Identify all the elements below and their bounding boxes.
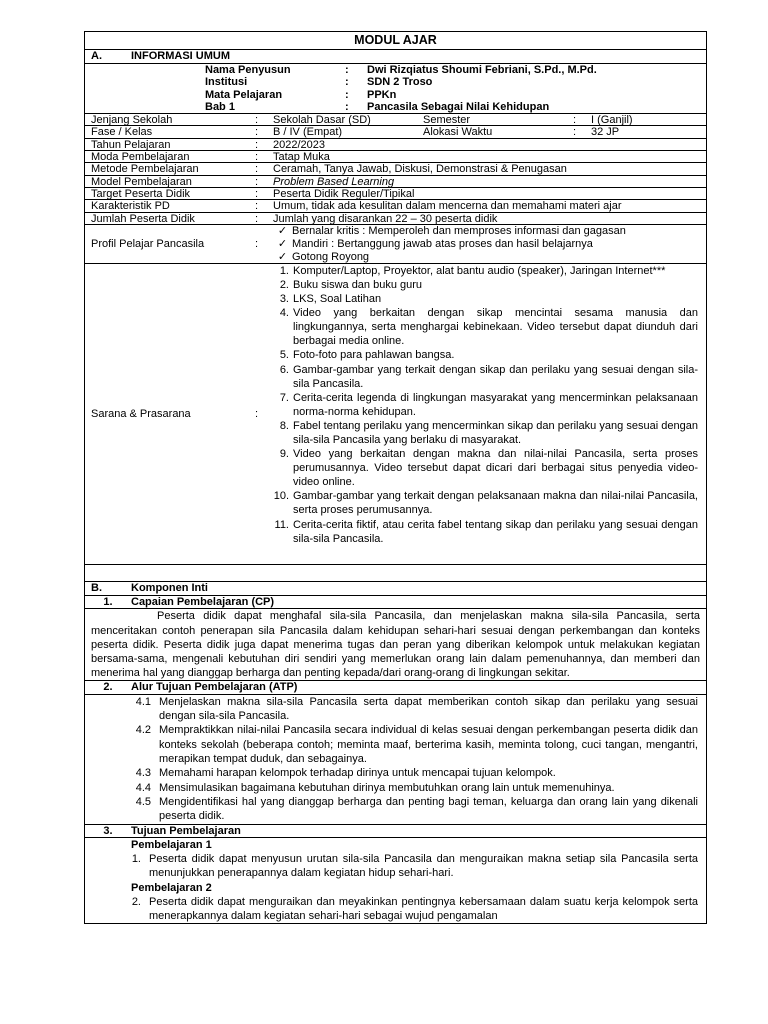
info-row-karakteristik bbox=[85, 200, 706, 212]
identity-key: Institusi bbox=[205, 76, 248, 89]
cp-number: 1. bbox=[103, 595, 113, 608]
item-number: 6. bbox=[279, 363, 289, 376]
item-number: 5. bbox=[279, 349, 289, 362]
info-value: Problem Based Learning bbox=[273, 175, 395, 188]
cp-paragraph bbox=[85, 609, 706, 681]
list-item bbox=[85, 723, 698, 766]
item-number: 4. bbox=[279, 307, 289, 320]
list-item bbox=[273, 306, 698, 348]
item-number: 1. bbox=[279, 264, 289, 277]
info-value-secondary: 32 JP bbox=[591, 126, 620, 139]
identity-colon: : bbox=[345, 76, 349, 89]
item-number: 4.2 bbox=[135, 724, 151, 737]
section-b-header bbox=[85, 582, 706, 596]
sarana-colon: : bbox=[255, 407, 259, 420]
list-item bbox=[273, 348, 698, 362]
item-number: 10. bbox=[273, 490, 289, 503]
list-item bbox=[273, 278, 698, 292]
info-key: Jumlah Peserta Didik bbox=[91, 212, 195, 225]
item-number: 2. bbox=[279, 278, 289, 291]
list-item bbox=[85, 766, 698, 780]
profil-item-text: Mandiri : Bertanggung jawab atas proses dan hasil belajarnya bbox=[292, 237, 593, 250]
info-value: B / IV (Empat) bbox=[273, 126, 343, 139]
info-colon: : bbox=[573, 126, 577, 139]
section-b-number: B. bbox=[91, 581, 102, 594]
blank-row bbox=[85, 565, 706, 582]
item-text: Gambar-gambar yang terkait dengan sikap dan perilaku yang sesuai dengan sila-sila Pancasila. bbox=[293, 363, 698, 390]
item-text: Cerita-cerita fiktif, atau cerita fabel tentang sikap dan perilaku yang sesuai dengan sila-sila Pancasila. bbox=[293, 518, 698, 545]
tp-label: Tujuan Pembelajaran bbox=[131, 824, 241, 837]
info-row-model bbox=[85, 176, 706, 188]
list-item bbox=[273, 419, 698, 447]
checkmark-icon: ✓ bbox=[277, 224, 288, 237]
info-row-tahun bbox=[85, 139, 706, 151]
identity-value: Pancasila Sebagai Nilai Kehidupan bbox=[367, 100, 550, 113]
section-a-header bbox=[85, 50, 706, 64]
item-text: Cerita-cerita legenda di lingkungan masyarakat yang mencerminkan pelaksanaan norma-norma kehidupan. bbox=[293, 391, 698, 418]
info-key-secondary: Alokasi Waktu bbox=[423, 126, 493, 139]
info-value: Sekolah Dasar (SD) bbox=[273, 114, 371, 127]
identity-value: Dwi Rizqiatus Shoumi Febriani, S.Pd., M.Pd. bbox=[367, 64, 597, 76]
identity-block bbox=[85, 64, 706, 114]
info-colon: : bbox=[255, 200, 259, 213]
info-colon: : bbox=[255, 151, 259, 164]
info-colon: : bbox=[255, 212, 259, 225]
item-text: Mensimulasikan bagaimana kebutuhan dirinya membutuhkan orang lain untuk memenuhinya. bbox=[159, 781, 615, 794]
tp-number: 3. bbox=[103, 824, 113, 837]
list-item bbox=[85, 695, 698, 724]
checkmark-icon: ✓ bbox=[277, 237, 288, 250]
item-text: Gambar-gambar yang terkait dengan pelaksanaan makna dan nilai-nilai Pancasila, serta proses perumusannya. bbox=[293, 490, 698, 517]
info-colon: : bbox=[573, 114, 577, 127]
list-item bbox=[273, 447, 698, 489]
item-text: Video yang berkaitan dengan sikap mencintai sesama manusia dan lingkungannya, serta menghargai kebinekaan. Video tersebut dapat diunduh dari berbagai media online. bbox=[293, 307, 698, 348]
identity-key: Nama Penyusun bbox=[205, 64, 291, 76]
atp-list bbox=[85, 695, 706, 825]
identity-row-subject bbox=[85, 89, 706, 101]
info-colon: : bbox=[255, 175, 259, 188]
item-number: 11. bbox=[274, 518, 289, 531]
atp-header bbox=[85, 681, 706, 695]
list-item bbox=[273, 391, 698, 419]
identity-key: Mata Pelajaran bbox=[205, 88, 283, 101]
info-row-fase bbox=[85, 126, 706, 138]
identity-colon: : bbox=[345, 100, 349, 113]
item-text: Menjelaskan makna sila-sila Pancasila serta dapat memberikan contoh sikap dan perilaku yang sesuai dengan sila-sila Pancasila. bbox=[159, 695, 698, 723]
tp-group-heading: Pembelajaran 1 bbox=[131, 839, 212, 852]
info-row-target bbox=[85, 188, 706, 200]
info-value: Peserta Didik Reguler/Tipikal bbox=[273, 187, 415, 200]
item-number: 4.1 bbox=[135, 695, 151, 708]
info-key: Moda Pembelajaran bbox=[91, 151, 190, 164]
info-value: Jumlah yang disarankan 22 – 30 peserta didik bbox=[273, 212, 498, 225]
item-text: Mengidentifikasi hal yang dianggap berharga dan penting bagi teman, keluarga dan orang lain yang dikenali peserta didik. bbox=[159, 795, 698, 823]
list-item bbox=[273, 363, 698, 391]
item-text: Mempraktikkan nilai-nilai Pancasila secara individual di kelas sesuai dengan perkembangan peserta didik dan konteks sekolah (beberapa contoh; meminta maaf, berterima kasih, meminta tolong, cuci tangan, mengantri, merapikan tempat duduk, dan sebagainya. bbox=[159, 724, 698, 766]
item-number: 4.4 bbox=[135, 781, 151, 794]
section-b-label: Komponen Inti bbox=[131, 581, 208, 594]
info-value: Umum, tidak ada kesulitan dalam mencerna dan memahami materi ajar bbox=[273, 200, 622, 213]
profil-list bbox=[273, 225, 706, 263]
sarana-list bbox=[273, 264, 706, 564]
info-row-jumlah bbox=[85, 213, 706, 225]
list-item bbox=[85, 895, 698, 924]
info-colon: : bbox=[255, 187, 259, 200]
item-text: Memahami harapan kelompok terhadap dirinya untuk mencapai tujuan kelompok. bbox=[159, 767, 556, 780]
list-item bbox=[273, 292, 698, 306]
identity-colon: : bbox=[345, 64, 349, 76]
list-item bbox=[273, 264, 698, 278]
profil-key: Profil Pelajar Pancasila bbox=[91, 237, 205, 250]
item-number: 9. bbox=[279, 448, 289, 461]
section-a-number: A. bbox=[91, 50, 102, 62]
info-key-secondary: Semester bbox=[423, 114, 471, 127]
item-number: 4.3 bbox=[135, 767, 151, 780]
item-text: LKS, Soal Latihan bbox=[293, 293, 382, 306]
info-colon: : bbox=[255, 138, 259, 151]
info-colon: : bbox=[255, 163, 259, 176]
info-colon: : bbox=[255, 126, 259, 139]
info-key: Tahun Pelajaran bbox=[91, 138, 171, 151]
info-key: Jenjang Sekolah bbox=[91, 114, 173, 127]
info-value: 2022/2023 bbox=[273, 138, 325, 151]
list-item bbox=[85, 781, 698, 795]
info-key: Metode Pembelajaran bbox=[91, 163, 199, 176]
list-item bbox=[85, 852, 698, 881]
list-item bbox=[85, 795, 698, 824]
item-text: Foto-foto para pahlawan bangsa. bbox=[293, 349, 455, 362]
item-number: 1. bbox=[131, 853, 141, 866]
document-page bbox=[84, 31, 707, 924]
item-text: Komputer/Laptop, Proyektor, alat bantu audio (speaker), Jaringan Internet*** bbox=[293, 264, 666, 277]
tp-header bbox=[85, 825, 706, 839]
list-item bbox=[273, 225, 706, 238]
tp-list bbox=[85, 838, 706, 923]
item-text: Video yang berkaitan dengan makna dan nilai-nilai Pancasila, serta proses perumusannya. Video tersebut dapat dicari dari berbagai situs penyedia video-video online. bbox=[293, 448, 698, 489]
cp-label: Capaian Pembelajaran (CP) bbox=[131, 595, 275, 608]
info-row-jenjang bbox=[85, 114, 706, 126]
cp-text: Peserta didik dapat menghafal sila-sila Pancasila, dan menjelaskan makna sila-sila Pancasila, serta menceritakan contoh penerapan sila Pancasila dalam kehidupan sehari-hari sesuai dengan perkembangan dan konteks peserta didik. Peserta didik juga dapat menerima tugas dan peran yang diberikan kelompok untuk melakukan kegiatan bersama-sama, mengenali kebutuhan diri sendiri yang memerlukan orang lain dalam pemenuhannya, dan memberi dan menerima hal yang dianggap berharga dan penting kepada/dari orang-orang di lingkungan sekitar. bbox=[91, 610, 700, 680]
checkmark-icon: ✓ bbox=[277, 250, 288, 263]
document-title: MODUL AJAR bbox=[85, 32, 706, 50]
item-number: 8. bbox=[279, 419, 289, 432]
atp-label: Alur Tujuan Pembelajaran (ATP) bbox=[131, 681, 298, 694]
list-item bbox=[273, 238, 706, 251]
info-key: Model Pembelajaran bbox=[91, 175, 192, 188]
identity-row-chapter bbox=[85, 101, 706, 113]
info-value-secondary: I (Ganjil) bbox=[591, 114, 633, 127]
info-key: Karakteristik PD bbox=[91, 200, 170, 213]
item-number: 4.5 bbox=[135, 795, 151, 808]
atp-number: 2. bbox=[103, 681, 113, 694]
info-colon: : bbox=[255, 114, 259, 127]
tp-group-heading: Pembelajaran 2 bbox=[131, 881, 212, 894]
item-number: 2. bbox=[131, 895, 141, 908]
identity-key: Bab 1 bbox=[205, 100, 235, 113]
info-value: Ceramah, Tanya Jawab, Diskusi, Demonstrasi & Penugasan bbox=[273, 163, 567, 176]
profil-item-text: Bernalar kritis : Memperoleh dan memproses informasi dan gagasan bbox=[292, 224, 626, 237]
profil-item-text: Gotong Royong bbox=[292, 250, 370, 263]
info-row-metode bbox=[85, 163, 706, 175]
info-row-moda bbox=[85, 151, 706, 163]
info-key: Fase / Kelas bbox=[91, 126, 153, 139]
cp-header bbox=[85, 596, 706, 610]
list-item bbox=[273, 489, 698, 517]
identity-colon: : bbox=[345, 88, 349, 101]
item-text: Peserta didik dapat menguraikan dan meyakinkan pentingnya kebersamaan dalam suatu kerja kelompok serta menerapkannya dalam kegiatan sehari-hari sebagai wujud pengamalan bbox=[149, 895, 698, 922]
identity-value: PPKn bbox=[367, 88, 397, 101]
sarana-key: Sarana & Prasarana bbox=[91, 407, 191, 420]
item-number: 3. bbox=[279, 293, 289, 306]
section-a-label: INFORMASI UMUM bbox=[131, 50, 230, 62]
identity-row-author bbox=[85, 64, 706, 76]
profil-colon: : bbox=[255, 237, 259, 250]
sarana-row bbox=[85, 264, 706, 565]
item-number: 7. bbox=[279, 391, 289, 404]
identity-row-institution bbox=[85, 76, 706, 88]
info-key: Target Peserta Didik bbox=[91, 187, 191, 200]
info-value: Tatap Muka bbox=[273, 151, 330, 164]
profil-row bbox=[85, 225, 706, 264]
list-item bbox=[273, 251, 706, 264]
identity-value: SDN 2 Troso bbox=[367, 76, 433, 89]
item-text: Buku siswa dan buku guru bbox=[293, 278, 423, 291]
list-item bbox=[273, 518, 698, 546]
item-text: Fabel tentang perilaku yang mencerminkan sikap dan perilaku yang sesuai dengan sila-sila Pancasila yang berlaku di masyarakat. bbox=[293, 419, 698, 446]
item-text: Peserta didik dapat menyusun urutan sila-sila Pancasila dan menguraikan makna setiap sila Pancasila serta menunjukkan penerapannya dalam kegiatan hidup sehari-hari. bbox=[149, 853, 698, 880]
